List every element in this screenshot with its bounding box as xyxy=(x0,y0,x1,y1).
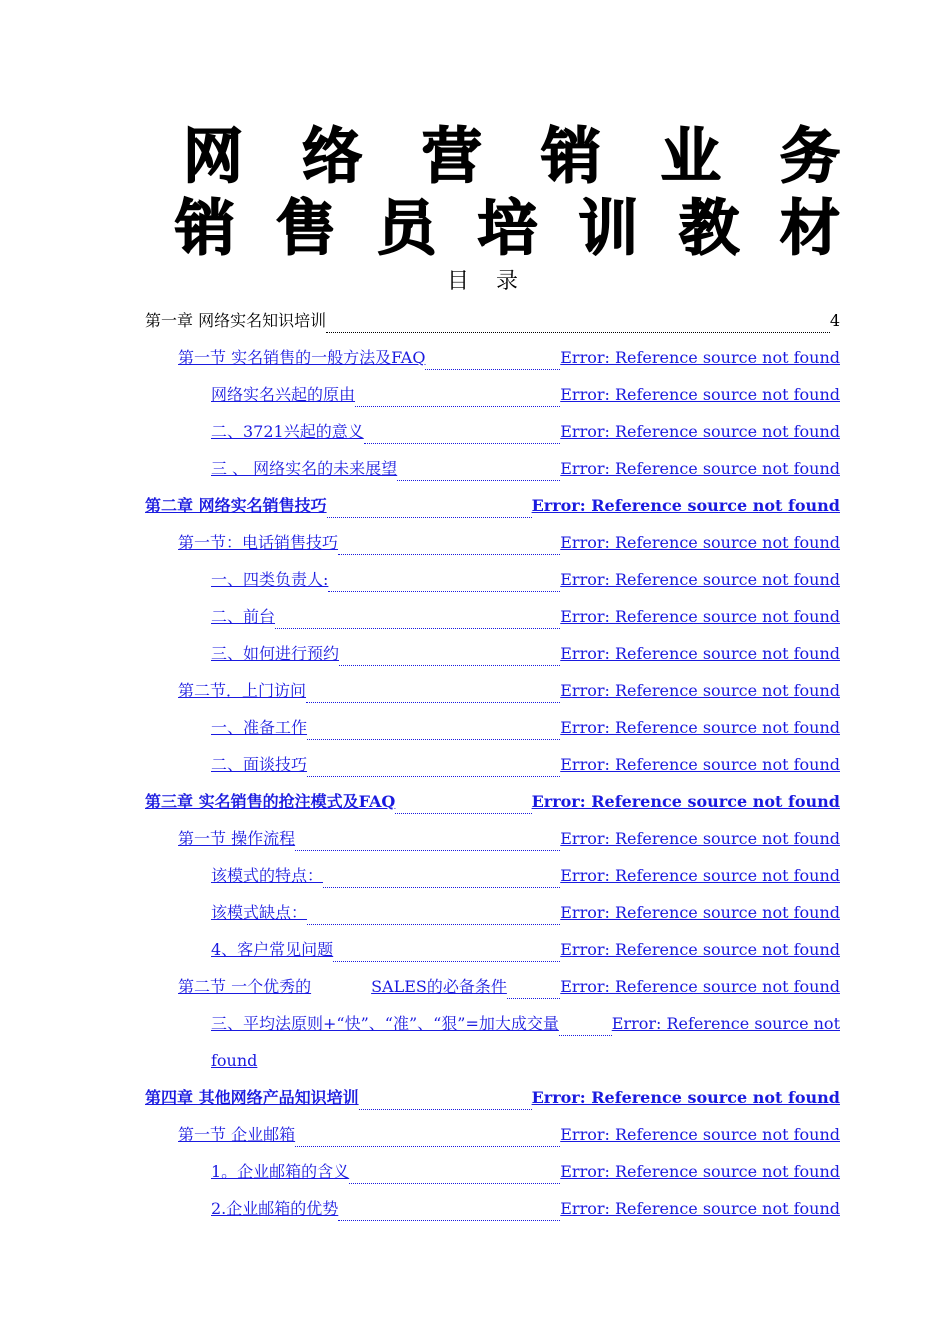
toc-entry-link[interactable] xyxy=(145,820,840,857)
toc-leader-dots xyxy=(338,1219,560,1221)
toc-leader-dots xyxy=(295,849,560,851)
toc-entry-link[interactable] xyxy=(145,635,840,672)
toc-entry-label: 第一节 实名销售的一般方法及FAQ xyxy=(178,348,426,367)
title-line-2 xyxy=(175,194,840,264)
toc-entry-page: Error: Reference source not found xyxy=(560,977,840,996)
toc-entry-link[interactable] xyxy=(145,376,840,413)
toc-leader-dots xyxy=(507,997,560,999)
toc-leader-dots xyxy=(328,590,560,592)
toc-leader-dots xyxy=(295,1145,560,1147)
title-line-1 xyxy=(183,122,840,192)
toc-leader-dots xyxy=(338,553,560,555)
title-char: 训 xyxy=(578,194,639,264)
toc-entry-chapter-4[interactable] xyxy=(145,1079,840,1116)
toc-leader-dots xyxy=(327,516,532,518)
title-char: 营 xyxy=(421,122,482,192)
toc-entry-page: Error: Reference source not found xyxy=(560,570,840,589)
toc-entry-link[interactable] xyxy=(145,598,840,635)
toc-entry-chapter-3[interactable] xyxy=(145,783,840,820)
title-char: 网 xyxy=(183,122,243,192)
toc-entry-page: Error: Reference source not found xyxy=(560,755,840,774)
toc-entry-page: Error: Reference source not found xyxy=(560,348,840,367)
toc-entry-page: Error: Reference source not found xyxy=(560,422,840,441)
toc-entry-page: Error: Reference source not found xyxy=(560,1199,840,1218)
toc-entry-page: Error: Reference source not found xyxy=(560,718,840,737)
toc-entry-page: Error: Reference source not found xyxy=(531,1088,840,1107)
toc-entry-link[interactable] xyxy=(145,561,840,598)
toc-entry-label: 4、客户常见问题 xyxy=(211,940,334,959)
toc-entry-page: Error: Reference source not found xyxy=(560,681,840,700)
toc-entry-chapter-1[interactable] xyxy=(145,302,840,339)
toc-entry-link[interactable] xyxy=(145,857,840,894)
toc-entry-label-part: SALES的必备条件 xyxy=(371,977,507,996)
title-char: 务 xyxy=(779,122,840,192)
toc-entry-page: Error: Reference source not found xyxy=(531,792,840,811)
toc-leader-dots xyxy=(307,923,560,925)
title-char: 售 xyxy=(275,194,336,264)
toc-entry-page: Error: Reference source not found xyxy=(560,533,840,552)
toc-entry-label: 第一节 企业邮箱 xyxy=(178,1125,296,1144)
toc-entry-label: 第一节：电话销售技巧 xyxy=(178,533,339,552)
toc-entry-link[interactable] xyxy=(145,746,840,783)
toc-leader-dots xyxy=(397,479,560,481)
toc-leader-dots xyxy=(364,442,561,444)
toc-heading: 目 录 xyxy=(447,269,528,294)
toc-entry-chapter-2[interactable] xyxy=(145,487,840,524)
title-char: 培 xyxy=(477,194,538,264)
toc-entry-page: Error: Reference source not found xyxy=(560,903,840,922)
toc-leader-dots xyxy=(355,405,560,407)
toc-entry-page: Error: Reference source not found xyxy=(560,940,840,959)
toc-entry-link[interactable] xyxy=(145,1153,840,1190)
toc-leader-dots xyxy=(323,886,560,888)
toc-entry-link[interactable] xyxy=(145,1005,840,1079)
title-char: 员 xyxy=(376,194,437,264)
toc-entry-link[interactable] xyxy=(145,931,840,968)
toc-leader-dots xyxy=(395,812,531,814)
title-char: 销 xyxy=(541,122,602,192)
toc-entry-label: 第一章 网络实名知识培训 xyxy=(145,311,327,330)
toc-leader-dots xyxy=(333,960,560,962)
toc-entry-label: 三、如何进行预约 xyxy=(211,644,340,663)
toc-entry-label: 网络实名兴起的原由 xyxy=(211,385,356,404)
toc-leader-dots xyxy=(306,701,560,703)
toc-entry-link[interactable] xyxy=(145,894,840,931)
toc-entry-label: 三 、 网络实名的未来展望 xyxy=(211,459,398,478)
toc-entry-page-continued: found xyxy=(211,1051,258,1070)
toc-leader-dots xyxy=(307,775,560,777)
toc-leader-dots xyxy=(559,1034,612,1036)
toc-entry-label: 二、面谈技巧 xyxy=(211,755,308,774)
toc-leader-dots xyxy=(326,331,830,333)
toc-entry-link[interactable] xyxy=(145,1116,840,1153)
toc-entry-label: 第一节 操作流程 xyxy=(178,829,296,848)
toc-entry-link[interactable] xyxy=(145,1190,840,1227)
toc-entry-link[interactable] xyxy=(145,968,840,1005)
toc-entry-page: Error: Reference source not found xyxy=(560,1125,840,1144)
toc-entry-label: 该模式缺点： xyxy=(211,903,308,922)
toc-entry-label: 一、四类负责人: xyxy=(211,570,329,589)
toc-entry-label: 该模式的特点： xyxy=(211,866,324,885)
toc-entry-label: 第四章 其他网络产品知识培训 xyxy=(145,1088,359,1107)
toc-leader-dots xyxy=(349,1182,560,1184)
table-of-contents xyxy=(145,302,840,1227)
toc-entry-label xyxy=(178,968,507,1005)
toc-leader-dots xyxy=(359,1108,532,1110)
toc-entry-label: 第三章 实名销售的抢注模式及FAQ xyxy=(145,792,396,811)
toc-entry-label: 二、3721兴起的意义 xyxy=(211,422,364,441)
toc-entry-link[interactable] xyxy=(145,524,840,561)
toc-entry-link[interactable] xyxy=(145,450,840,487)
title-char: 业 xyxy=(660,122,721,192)
title-char: 材 xyxy=(779,194,840,264)
toc-entry-link[interactable] xyxy=(145,709,840,746)
toc-entry-label-part: 第二节 一个优秀的 xyxy=(178,977,312,996)
toc-entry-page: Error: Reference source not found xyxy=(560,459,840,478)
toc-entry-page: Error: Reference source not xyxy=(611,1014,840,1033)
toc-entry-label: 2.企业邮箱的优势 xyxy=(211,1199,339,1218)
toc-entry-link[interactable] xyxy=(145,672,840,709)
toc-entry-label: 二、前台 xyxy=(211,607,276,626)
toc-leader-dots xyxy=(339,664,560,666)
toc-entry-link[interactable] xyxy=(145,339,840,376)
title-char: 销 xyxy=(175,194,235,264)
toc-entry-label: 一、准备工作 xyxy=(211,718,308,737)
toc-entry-label: 三、平均法原则+“快”、“准”、“狠”=加大成交量 xyxy=(211,1014,559,1033)
toc-entry-page: Error: Reference source not found xyxy=(560,607,840,626)
toc-entry-label: 第二章 网络实名销售技巧 xyxy=(145,496,327,515)
toc-entry-link[interactable] xyxy=(145,413,840,450)
toc-leader-dots xyxy=(425,368,560,370)
toc-entry-page: Error: Reference source not found xyxy=(560,1162,840,1181)
toc-entry-page: Error: Reference source not found xyxy=(560,385,840,404)
toc-leader-dots xyxy=(307,738,560,740)
toc-entry-page: 4 xyxy=(829,311,840,330)
toc-leader-dots xyxy=(275,627,560,629)
toc-entry-page: Error: Reference source not found xyxy=(531,496,840,515)
title-char: 络 xyxy=(302,122,363,192)
toc-entry-label: 1。企业邮箱的含义 xyxy=(211,1162,350,1181)
toc-entry-page: Error: Reference source not found xyxy=(560,829,840,848)
toc-entry-page: Error: Reference source not found xyxy=(560,644,840,663)
toc-entry-page: Error: Reference source not found xyxy=(560,866,840,885)
title-char: 教 xyxy=(679,194,740,264)
toc-entry-label: 第二节．上门访问 xyxy=(178,681,307,700)
